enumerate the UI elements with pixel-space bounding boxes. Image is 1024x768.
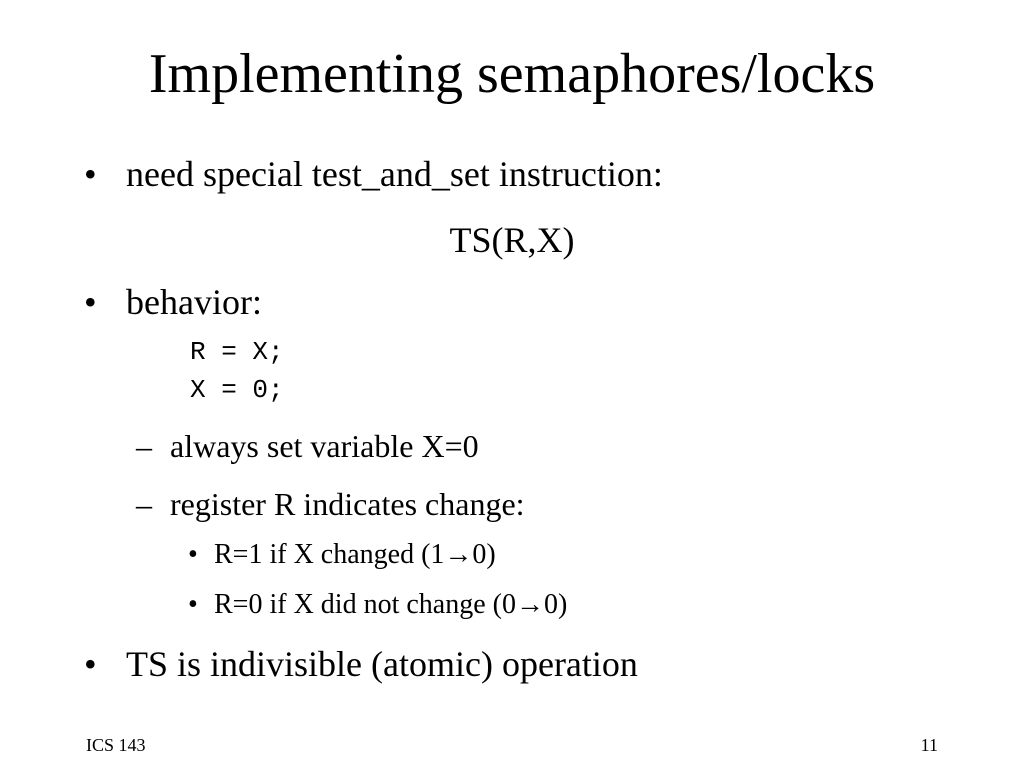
bullet-glyph: • xyxy=(84,282,97,322)
slide-title: Implementing semaphores/locks xyxy=(148,43,876,105)
subsub-bullet-text: R=1 if X changed (1→0) xyxy=(214,539,496,570)
sub-bullet-dash: – xyxy=(136,428,152,464)
footer-page-number: 11 xyxy=(920,735,938,755)
subsub-bullet-glyph: • xyxy=(188,539,198,570)
footer-course: ICS 143 xyxy=(86,735,146,755)
bullet-text: need special test_and_set instruction: xyxy=(126,154,663,194)
sub-bullet-text: register R indicates change: xyxy=(170,486,525,522)
code-line: X = 0; xyxy=(190,375,284,405)
bullet-item xyxy=(84,152,97,196)
bullet-item xyxy=(84,642,97,686)
code-line: R = X; xyxy=(190,337,284,367)
sub-bullet-dash: – xyxy=(136,486,152,522)
sub-bullet-text: always set variable X=0 xyxy=(170,428,479,464)
bullet-glyph: • xyxy=(84,154,97,194)
formula-ts: TS(R,X) xyxy=(449,220,575,260)
bullet-item xyxy=(84,280,97,324)
subsub-bullet-text: R=0 if X did not change (0→0) xyxy=(214,589,568,620)
bullet-glyph: • xyxy=(84,644,97,684)
bullet-text: TS is indivisible (atomic) operation xyxy=(126,644,638,684)
bullet-text: behavior: xyxy=(126,282,262,322)
subsub-bullet-glyph: • xyxy=(188,589,198,620)
